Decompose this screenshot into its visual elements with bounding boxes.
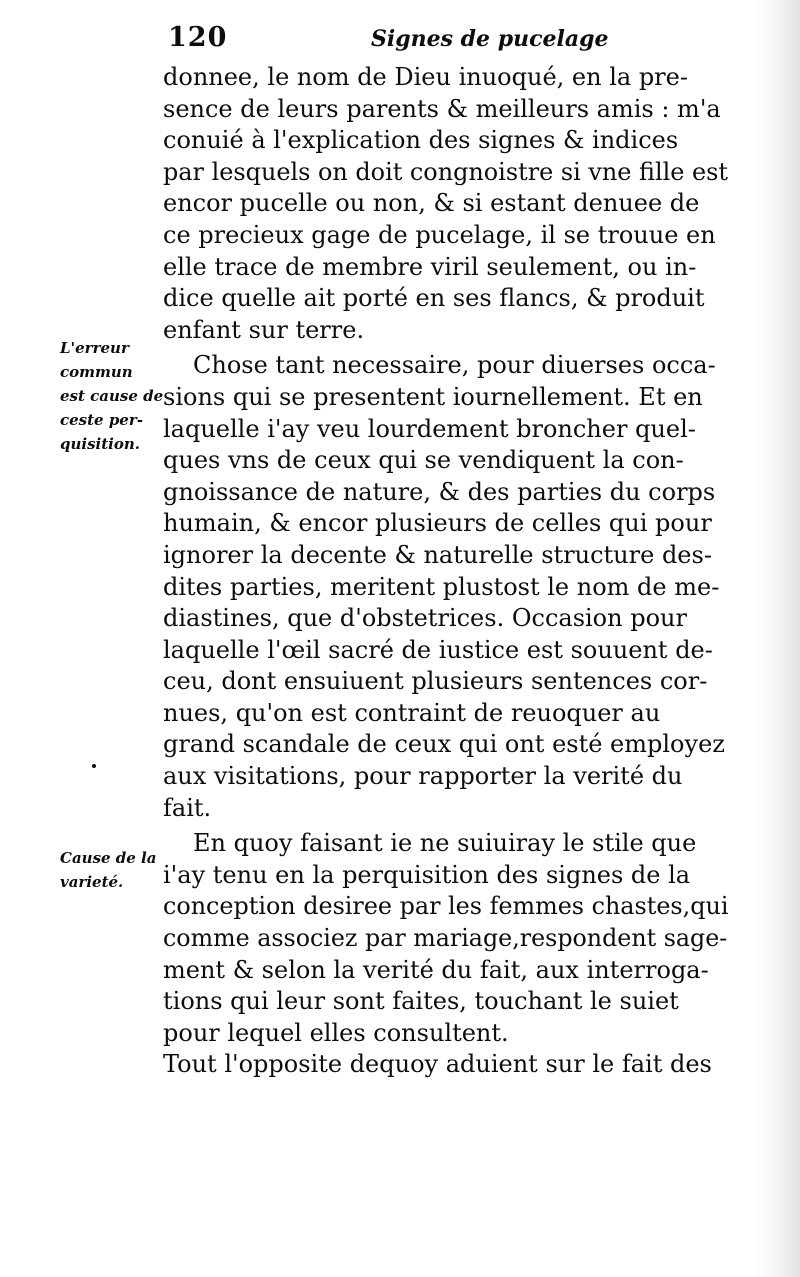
text-line: En quoy faisant ie ne suiuiray le stile que bbox=[193, 829, 697, 858]
text-line: ignorer la decente & naturelle structure des- bbox=[163, 540, 712, 569]
text-line: donnee, le nom de Dieu inuoqué, en la pre- bbox=[163, 63, 688, 91]
margin-note-line: L'erreur bbox=[60, 339, 129, 357]
text-line: enfant sur terre. bbox=[163, 315, 365, 344]
text-line: aux visitations, pour rapporter la verité du bbox=[163, 762, 683, 791]
gutter-shadow bbox=[754, 0, 800, 1277]
margin-note-line: commun bbox=[60, 363, 133, 381]
text-line: ceu, dont ensuiuent plusieurs sentences cor- bbox=[163, 667, 708, 696]
text-line: ques vns de ceux qui se vendiquent la con- bbox=[163, 446, 684, 475]
text-line: dites parties, meritent plustost le nom de me- bbox=[163, 572, 720, 601]
margin-note-line: quisition. bbox=[60, 435, 140, 453]
text-line: fait. bbox=[163, 793, 212, 822]
paragraph-4 bbox=[163, 1049, 728, 1081]
text-line: tions qui leur sont faites, touchant le suiet bbox=[163, 987, 679, 1016]
text-line: laquelle l'œil sacré de iustice est souuent de- bbox=[163, 635, 713, 664]
text-line: comme associez par mariage,respondent sage- bbox=[163, 924, 728, 953]
text-line: sions qui se presentent iournellement. Et en bbox=[163, 382, 703, 411]
margin-note-line: Cause de la bbox=[60, 849, 157, 867]
text-line: encor pucelle ou non, & si estant denuee de bbox=[163, 189, 700, 218]
page-number: 120 bbox=[168, 22, 228, 53]
text-line: conception desiree par les femmes chastes,qui bbox=[163, 892, 729, 921]
text-line: ce precieux gage de pucelage, il se trouue en bbox=[163, 220, 716, 249]
text-line: Chose tant necessaire, pour diuerses occa- bbox=[193, 351, 716, 380]
margin-note-cause bbox=[60, 846, 170, 894]
margin-note-line: varieté. bbox=[60, 873, 124, 891]
paragraph-1 bbox=[163, 62, 728, 346]
margin-note-line: est cause de bbox=[60, 387, 164, 405]
text-line: gnoissance de nature, & des parties du corps bbox=[163, 477, 716, 506]
text-line: Tout l'opposite dequoy aduient sur le fait des bbox=[163, 1050, 712, 1079]
margin-note-line: ceste per- bbox=[60, 411, 143, 429]
text-line: sence de leurs parents & meilleurs amis : m'a bbox=[163, 94, 721, 123]
text-line: dice quelle ait porté en ses flancs, & produit bbox=[163, 284, 705, 313]
page-header bbox=[168, 22, 728, 56]
text-line: i'ay tenu en la perquisition des signes de la bbox=[163, 860, 691, 889]
text-line: par lesquels on doit congnoistre si vne fille est bbox=[163, 157, 729, 186]
text-line: nues, qu'on est contraint de reuoquer au bbox=[163, 698, 661, 727]
margin-note-error bbox=[60, 336, 170, 456]
paragraph-3 bbox=[163, 828, 728, 1049]
body-text bbox=[163, 62, 728, 1081]
text-line: diastines, que d'obstetrices. Occasion pour bbox=[163, 604, 687, 633]
text-line: conuié à l'explication des signes & indices bbox=[163, 126, 679, 155]
text-line: laquelle i'ay veu lourdement broncher quel- bbox=[163, 414, 696, 443]
running-head: Signes de pucelage bbox=[371, 26, 609, 52]
text-line: elle trace de membre viril seulement, ou in- bbox=[163, 252, 697, 281]
text-line: grand scandale de ceux qui ont esté employez bbox=[163, 730, 725, 759]
ink-speck bbox=[92, 764, 96, 768]
text-line: pour lequel elles consultent. bbox=[163, 1018, 509, 1047]
text-line: humain, & encor plusieurs de celles qui pour bbox=[163, 509, 712, 538]
text-line: ment & selon la verité du fait, aux interroga- bbox=[163, 955, 709, 984]
paragraph-2 bbox=[163, 350, 728, 824]
